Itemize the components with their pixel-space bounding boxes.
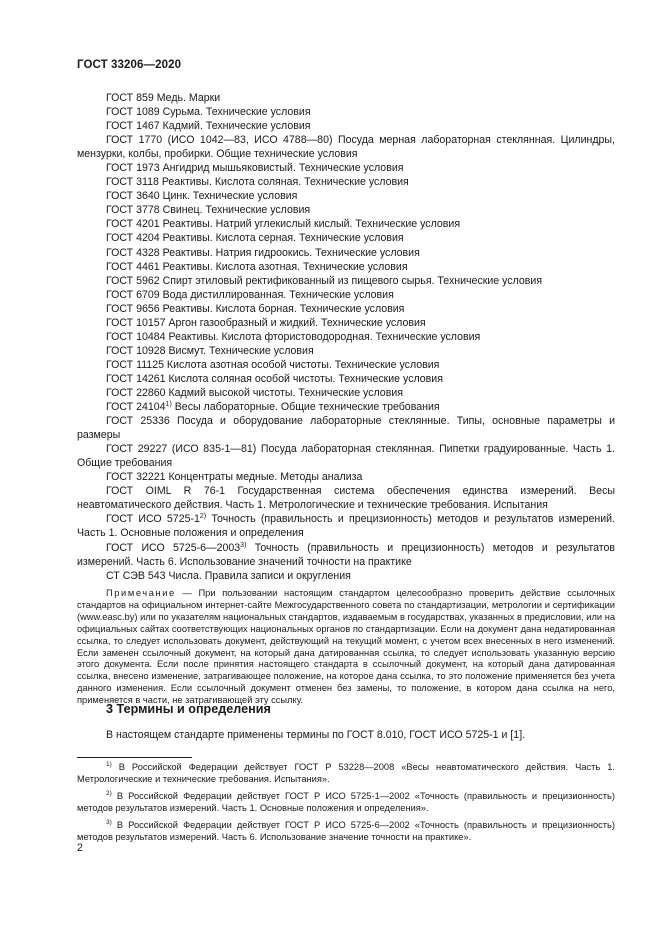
reference-item bbox=[77, 512, 615, 540]
footnote-item bbox=[77, 791, 615, 815]
section-heading: 3 Термины и определения bbox=[106, 702, 271, 716]
note-block bbox=[77, 588, 615, 707]
footnote-divider bbox=[77, 757, 192, 758]
reference-item: ГОСТ 10928 Висмут. Технические условия bbox=[106, 344, 314, 357]
reference-item: СТ СЭВ 543 Числа. Правила записи и округления bbox=[106, 569, 351, 582]
footnote-mark: 2) bbox=[106, 789, 112, 797]
reference-item: ГОСТ 1089 Сурьма. Технические условия bbox=[106, 106, 311, 119]
reference-item: ГОСТ 4328 Реактивы. Натрия гидроокись. Технические условия bbox=[106, 246, 420, 259]
reference-item: ГОСТ 859 Медь. Марки bbox=[106, 92, 221, 104]
reference-title: Точность (правильность и прецизионность) методов и результатов измерений. Часть 1. Основные положения и определения bbox=[77, 513, 615, 540]
reference-item: ГОСТ 29227 (ИСО 835-1—81) Посуда лабораторная стеклянная. Пипетки градуированные. Часть 1. Общие требования bbox=[77, 443, 615, 470]
reference-title: Точность (правильность и прецизионность) методов и результатов измерений. Часть 6. Использование значений точности на практике bbox=[77, 541, 615, 568]
reference-item: ГОСТ 1973 Ангидрид мышьяковистый. Технические условия bbox=[106, 162, 404, 175]
reference-item: ГОСТ 11125 Кислота азотная особой чистоты. Технические условия bbox=[106, 358, 440, 371]
footnote-mark: 3) bbox=[240, 541, 247, 549]
reference-title: Весы лабораторные. Общие технические требования bbox=[171, 401, 440, 414]
reference-code: ГОСТ 24104 bbox=[106, 401, 166, 414]
footnotes bbox=[77, 762, 615, 848]
page-number: 2 bbox=[77, 842, 83, 854]
reference-item: ГОСТ 1467 Кадмий. Технические условия bbox=[106, 120, 311, 133]
reference-item: ГОСТ 14261 Кислота соляная особой чистоты. Технические условия bbox=[106, 372, 443, 385]
footnote-mark: 3) bbox=[106, 818, 112, 826]
section-paragraph: В настоящем стандарте применены термины по ГОСТ 8.010, ГОСТ ИСО 5725-1 и [1]. bbox=[106, 729, 526, 741]
reference-code: ГОСТ ИСО 5725-1 bbox=[106, 513, 200, 526]
document-header: ГОСТ 33206—2020 bbox=[77, 59, 182, 71]
reference-item: ГОСТ 6709 Вода дистиллированная. Технические условия bbox=[106, 288, 394, 301]
footnote-text: В Российской Федерации действует ГОСТ Р ИСО 5725-1—2002 «Точность (правильность и прецизионность) методов результатов измерений. Часть 1. Основные положения и определения». bbox=[77, 790, 615, 813]
footnote-mark: 2) bbox=[199, 513, 207, 521]
reference-item: ГОСТ 5962 Спирт этиловый ректификованный из пищевого сырья. Технические условия bbox=[106, 274, 543, 287]
reference-item: ГОСТ 3118 Реактивы. Кислота соляная. Технические условия bbox=[106, 176, 409, 189]
footnote-text: В Российской Федерации действует ГОСТ Р ИСО 5725-6—2002 «Точность (правильность и прецизионность) методов результатов измерений. Часть 6. Использование значение точности на практике». bbox=[77, 819, 615, 842]
reference-item: ГОСТ 4201 Реактивы. Натрий углекислый кислый. Технические условия bbox=[106, 218, 461, 231]
reference-item: ГОСТ 10484 Реактивы. Кислота фтористоводородная. Технические условия bbox=[106, 330, 481, 343]
reference-item: ГОСТ 3778 Свинец. Технические условия bbox=[106, 204, 311, 217]
note-text: — При пользовании настоящим стандартом целесообразно проверить действие ссылочных стандартов на официальном интернет-сайте Межгосударственного совета по стандартизации, метрологии и сертификации (www.easc.by) или по указателям национальных стандартов, издаваемым в государствах, указанных в предисловии, или на официальных сайтах соответствующих национальных органов по стандартизации. Если на документ дана недатированная ссылка, то следует использовать документ, действующий на текущий момент, с учетом всех внесенных в него изменений. Если заменен ссылочный документ, на который дана датированная ссылка, то следует использовать указанную версию этого документа. Если после принятия настоящего стандарта в ссылочный документ, на который дана датированная ссылка, внесено изменение, затрагивающее положение, на которое дана ссылка, то это положение применяется без учета данного изменения. Если ссылочный документ отменен без замены, то положение, в котором дана ссылка на него, применяется в части, не затрагивающей эту ссылку. bbox=[77, 588, 615, 706]
reference-item bbox=[77, 400, 615, 414]
footnote-text: В Российской Федерации действует ГОСТ Р 53228—2008 «Весы неавтоматического действия. Часть 1. Метрологические и технические требования. Испытания». bbox=[77, 762, 615, 784]
reference-item: ГОСТ OIML R 76-1 Государственная система обеспечения единства измерений. Весы неавтоматического действия. Часть 1. Метрологические и технические требования. Испытания bbox=[77, 485, 615, 512]
reference-item: ГОСТ 4204 Реактивы. Кислота серная. Технические условия bbox=[106, 232, 404, 245]
reference-item: ГОСТ 22860 Кадмий высокой чистоты. Технические условия bbox=[106, 386, 403, 399]
reference-item: ГОСТ 25336 Посуда и оборудование лабораторные стеклянные. Типы, основные параметры и размеры bbox=[77, 415, 615, 442]
footnote-mark: 1) bbox=[106, 761, 112, 768]
reference-code: ГОСТ ИСО 5725-6—2003 bbox=[106, 541, 241, 554]
reference-item: ГОСТ 1770 (ИСО 1042—83, ИСО 4788—80) Посуда мерная лабораторная стеклянная. Цилиндры, мензурки, колбы, пробирки. Общие технические условия bbox=[77, 134, 615, 161]
reference-item: ГОСТ 4461 Реактивы. Кислота азотная. Технические условия bbox=[106, 260, 408, 273]
footnote-item bbox=[77, 762, 615, 786]
footnote-item bbox=[77, 820, 615, 844]
footnote-mark: 1) bbox=[165, 401, 172, 409]
note-label: Примечание bbox=[106, 588, 176, 598]
reference-item bbox=[77, 541, 615, 569]
reference-item: ГОСТ 9656 Реактивы. Кислота борная. Технические условия bbox=[106, 302, 405, 315]
reference-item: ГОСТ 10157 Аргон газообразный и жидкий. Технические условия bbox=[106, 316, 426, 329]
reference-item: ГОСТ 3640 Цинк. Технические условия bbox=[106, 190, 298, 203]
normative-references-list bbox=[77, 91, 615, 583]
reference-item: ГОСТ 32221 Концентраты медные. Методы анализа bbox=[106, 471, 363, 484]
